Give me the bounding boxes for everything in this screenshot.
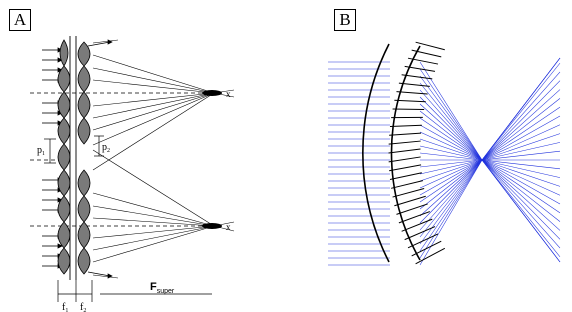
lenslet-array-1: [58, 40, 70, 274]
light-ray: [482, 58, 560, 160]
lens-cell-divider: [399, 83, 430, 86]
pitch-markers: [44, 136, 104, 163]
light-ray: [482, 107, 560, 160]
lens-cell-divider: [389, 133, 421, 135]
lens-cell-divider: [390, 125, 422, 126]
light-ray: [420, 160, 482, 223]
lens-cell-divider: [389, 165, 421, 171]
fsuper-label: $F_{super}$: [150, 281, 175, 295]
light-ray: [482, 160, 560, 239]
light-ray: [482, 116, 560, 160]
light-ray: [482, 63, 560, 160]
lens-cell-divider: [394, 100, 425, 101]
upper-focus-rays: [93, 40, 234, 170]
focal-dimensions: [58, 280, 212, 302]
f1-label: $f_1$: [62, 302, 69, 312]
f2-label: $f_2$: [80, 302, 87, 312]
light-ray: [482, 151, 560, 160]
lens-cell-divider: [391, 181, 423, 189]
light-ray: [420, 160, 482, 167]
light-ray: [420, 160, 482, 216]
focal-spots: [202, 89, 231, 232]
lenslet-array-2: [78, 42, 90, 274]
light-ray: [482, 160, 560, 204]
lens-cell-divider: [389, 141, 421, 144]
light-ray: [420, 125, 482, 160]
lens-cell-divider: [390, 173, 422, 180]
panel-b-label: B: [334, 9, 356, 31]
light-ray: [482, 90, 560, 160]
light-ray: [482, 160, 560, 230]
lens-cell-divider: [396, 204, 427, 214]
light-ray: [482, 160, 560, 213]
light-ray: [482, 125, 560, 160]
lens-cell-divider: [399, 212, 430, 223]
light-ray: [482, 160, 560, 257]
light-ray: [482, 160, 560, 222]
p2-label: $p_2$: [102, 142, 110, 154]
light-ray: [420, 69, 482, 160]
light-ray: [420, 160, 482, 237]
panel-a-diagram: [30, 36, 234, 312]
lower-focus-rays: [93, 150, 234, 278]
lens-cell-divider: [389, 149, 421, 153]
panel-a-label: A: [9, 9, 31, 31]
light-ray: [420, 160, 482, 202]
light-ray: [420, 118, 482, 160]
light-ray: [420, 97, 482, 160]
panel-b-diagram: [328, 42, 560, 265]
light-ray: [482, 98, 560, 160]
svg-text:x: x: [226, 222, 231, 232]
light-ray: [482, 160, 560, 262]
substrate: [70, 36, 76, 280]
lens-cell-divider: [402, 75, 433, 79]
light-ray: [420, 160, 482, 251]
light-ray: [420, 104, 482, 160]
lens-cell-divider: [393, 109, 425, 110]
lens-cells: [389, 42, 445, 264]
light-ray: [482, 160, 560, 195]
light-ray: [420, 160, 482, 265]
light-ray: [482, 81, 560, 160]
lens-cell-divider: [389, 157, 421, 162]
light-ray: [482, 160, 560, 169]
exit-arrows: [88, 40, 112, 278]
light-ray: [420, 62, 482, 160]
light-ray: [420, 153, 482, 160]
p1-label: $p_1$: [37, 145, 45, 157]
light-ray: [420, 83, 482, 160]
lens-cell-divider: [393, 188, 425, 197]
svg-text:x: x: [226, 89, 231, 99]
light-ray: [420, 160, 482, 258]
lens-cell-divider: [396, 92, 427, 94]
light-ray: [420, 160, 482, 195]
lens-cell-divider: [416, 42, 445, 50]
